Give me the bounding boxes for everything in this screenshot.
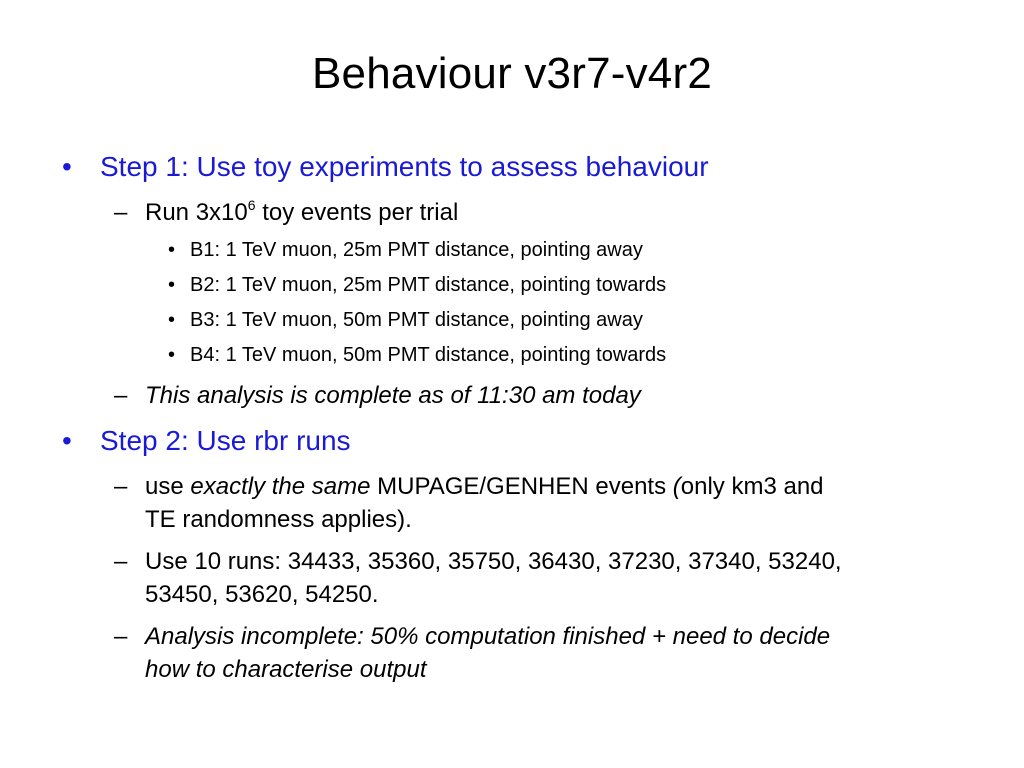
events-text-e: only km3 and	[680, 473, 824, 500]
bullet-marker: •	[62, 425, 72, 456]
step1-status-item	[114, 379, 975, 412]
status-line-2: how to characterise output	[145, 656, 427, 683]
case-item-b3	[168, 306, 643, 334]
step1-run-item	[114, 196, 975, 229]
bullet-marker: •	[168, 344, 176, 366]
dash-marker: –	[114, 199, 128, 226]
case-label: B2: 1 TeV muon, 25m PMT distance, pointing towards	[190, 274, 667, 296]
events-text-f: TE randomness applies).	[145, 506, 412, 533]
step2-events-item	[114, 470, 975, 536]
step1-status: This analysis is complete as of 11:30 am today	[145, 382, 641, 409]
dash-marker: –	[114, 382, 128, 409]
run-prefix: Run 3x10	[145, 199, 248, 226]
step1-bullet-item	[62, 150, 709, 184]
events-text-emphasis: exactly the same	[190, 473, 371, 500]
step2-status-item	[114, 620, 975, 686]
run-exponent: 6	[247, 197, 256, 213]
step1-label: Step 1: Use toy experiments to assess behaviour	[100, 151, 709, 182]
step2-runs-item	[114, 545, 975, 611]
case-item-b4	[168, 341, 667, 369]
case-item-b2	[168, 271, 667, 299]
events-text-c: MUPAGE/GENHEN events	[370, 473, 673, 500]
events-text-a: use	[145, 473, 191, 500]
case-item-b1	[168, 236, 643, 264]
step2-bullet-item	[62, 424, 351, 458]
case-label: B4: 1 TeV muon, 50m PMT distance, pointing towards	[190, 344, 667, 366]
bullet-marker: •	[168, 239, 176, 261]
status-line-1: Analysis incomplete: 50% computation finished + need to decide	[145, 623, 831, 650]
bullet-marker: •	[168, 274, 176, 296]
case-label: B1: 1 TeV muon, 25m PMT distance, pointing away	[190, 239, 643, 261]
runs-line-1: Use 10 runs: 34433, 35360, 35750, 36430, 37230, 37340, 53240,	[145, 548, 842, 575]
bullet-marker: •	[168, 309, 176, 331]
events-text-paren: (	[672, 473, 681, 500]
runs-line-2: 53450, 53620, 54250.	[145, 581, 379, 608]
run-suffix: toy events per trial	[255, 199, 459, 226]
dash-marker: –	[114, 548, 128, 575]
dash-marker: –	[114, 473, 128, 500]
bullet-marker: •	[62, 151, 72, 182]
slide-title: Behaviour v3r7-v4r2	[312, 49, 712, 98]
dash-marker: –	[114, 623, 128, 650]
case-label: B3: 1 TeV muon, 50m PMT distance, pointing away	[190, 309, 643, 331]
step2-label: Step 2: Use rbr runs	[100, 425, 351, 456]
